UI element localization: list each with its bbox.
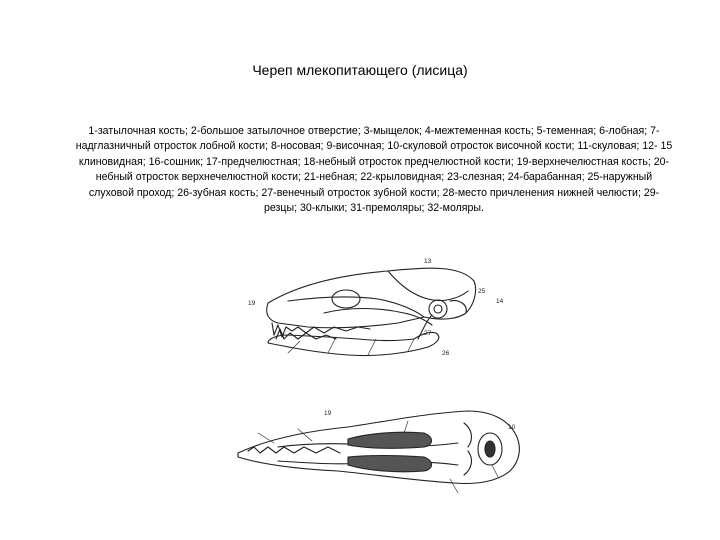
label-25: 25: [478, 288, 486, 295]
label-13: 13: [424, 258, 432, 265]
label-19: 19: [248, 300, 256, 307]
label-26: 26: [442, 350, 450, 357]
label-27: 27: [424, 330, 432, 337]
fox-skull-drawing-icon: [228, 243, 538, 505]
label-19b: 19: [324, 410, 332, 417]
skull-illustration: [228, 243, 538, 505]
slide-title: Череп млекопитающего (лисица): [252, 62, 468, 78]
label-14: 14: [496, 298, 504, 305]
label-10: 10: [508, 424, 516, 431]
legend-text: 1-затылочная кость; 2-большое затылочное отверстие; 3-мыщелок; 4-межтеменная кость; 5-теменная; 6-лобная; 7-надглазничный отросток лобной кости; 8-носовая; 9-височная; 10-скуловой отросток височной кости; 11-скуловая; 12- 15 клиновидная; 16-сошник; 17-предчелюстная; 18-небный отросток предчелюстной кости; 19-верхнечелюстная кость; 20- небный отросток верхнечелюстной кости; 21-небная; 22-крыловидная; 23-слезная; 24-барабанная; 25-наружный слуховой проход; 26-зубная кость; 27-венечный отросток зубной кости; 28-место причленения нижней челюсти; 29-резцы; 30-клыки; 31-премоляры; 32-моляры.: [75, 125, 673, 215]
